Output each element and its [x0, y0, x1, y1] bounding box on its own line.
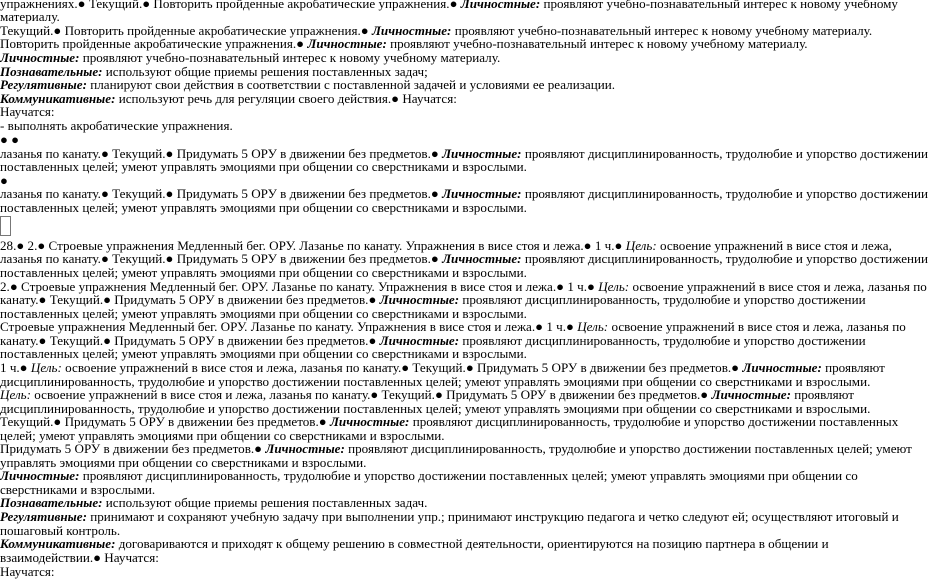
text-run: проявляют дисциплинированность, трудолюбие и упорство достижении — [521, 146, 928, 161]
text-run: договариваются и приходят к общему решению в совместной деятельности, ориентируются на позицию партнера в общении и — [115, 536, 829, 551]
text-run: лазанья по канату.● Текущий.● Придумать 5 ОРУ в движении без предметов.● — [0, 146, 443, 161]
text-run: принимают и сохраняют учебную задачу при выполнении упр.; принимают инструкцию педагога и четко следуют ей; осуществляют итоговый и — [86, 509, 899, 524]
text-line — [0, 119, 816, 133]
label-run: Личностные: — [460, 0, 541, 11]
text-run: используют общие приемы решения поставленных задач; — [102, 64, 428, 79]
text-run: используют речь для регуляции своего действия.● Научатся: — [115, 91, 457, 106]
text-line — [0, 133, 816, 147]
text-run: проявляют дисциплинированность, трудолюбие и упорство достижении поставленных целей; умеют — [344, 441, 912, 456]
label-run: Личностные: — [442, 146, 522, 161]
text-line — [0, 37, 816, 51]
text-line — [0, 78, 816, 92]
text-run: поставленных целей; умеют управлять эмоциями при общении со сверстниками и взрослыми. — [0, 200, 527, 215]
text-line — [0, 186, 928, 201]
text-run: лазанья по канату.● Текущий.● Придумать 5 ОРУ в движении без предметов.● — [0, 186, 443, 201]
text-line — [0, 319, 906, 334]
text-run: упражнениях.● Текущий.● Повторить пройденные акробатические упражнения.● — [0, 0, 461, 11]
text-run: 1 ч.● — [0, 360, 31, 375]
text-run: проявляют дисциплинированность, трудолюбие и упорство достижении поставленных — [409, 414, 899, 429]
text-line — [0, 496, 816, 510]
text-run: освоение упражнений в висе стоя и лежа, — [656, 238, 892, 253]
label-run: Личностные: — [711, 387, 791, 402]
label-run: Личностные: — [0, 468, 80, 483]
text-line — [0, 51, 816, 65]
label-run: Коммуникативные: — [0, 536, 116, 551]
text-run: проявляют дисциплинированность, трудолюбие и упорство достижении — [521, 186, 928, 201]
text-line — [0, 551, 816, 565]
label-run: Цель: — [30, 360, 62, 375]
text-run: пошаговый контроль. — [0, 523, 121, 538]
text-run: управлять эмоциями при общении со сверстниками и взрослыми. — [0, 455, 367, 470]
text-run: 28.● 2.● Строевые упражнения Медленный бег. ОРУ. Лазанье по канату. Упражнения в висе стоя и лежа.● 1 ч.● — [0, 238, 626, 253]
text-run: освоение упражнений в висе стоя и лежа, лазанья по — [629, 279, 927, 294]
text-run: проявляют учебно-познавательный интерес к новому учебному материалу. — [451, 23, 873, 38]
label-run: Личностные: — [379, 292, 460, 307]
text-run: поставленных целей; умеют управлять эмоциями при общении со сверстниками и взрослыми. — [0, 265, 527, 280]
text-run: Строевые упражнения Медленный бег. ОРУ. Лазанье по канату. Упражнения в висе стоя и лежа.● 1 ч.● — [0, 319, 578, 334]
label-run: Цель: — [625, 238, 657, 253]
text-line — [0, 10, 816, 24]
label-run: Цель: — [0, 387, 31, 402]
label-run: Регулятивные: — [0, 77, 87, 92]
text-run: 2.● Строевые упражнения Медленный бег. ОРУ. Лазанье по канату. Упражнения в висе стоя и лежа.● 1 ч.● — [0, 279, 599, 294]
text-run: Текущий.● Придумать 5 ОРУ в движении без предметов.● — [0, 414, 330, 429]
text-run: поставленных целей; умеют управлять эмоциями при общении со сверстниками и взрослыми. — [0, 346, 527, 361]
text-line — [0, 0, 898, 11]
text-run: проявляют дисциплинированность, трудолюбие и упорство достижении — [459, 333, 866, 348]
text-run: лазанья по канату.● Текущий.● Придумать 5 ОРУ в движении без предметов.● — [0, 251, 443, 266]
label-run: Личностные: — [265, 441, 345, 456]
text-line — [0, 509, 899, 524]
text-line — [0, 441, 912, 456]
text-line — [0, 414, 899, 429]
label-run: Познавательные: — [0, 64, 103, 79]
label-run: Личностные: — [0, 50, 80, 65]
text-run: - выполнять акробатические упражнения. — [0, 118, 233, 133]
text-run: проявляют дисциплинированность, трудолюбие и упорство достижении — [459, 292, 866, 307]
text-run: материалу. — [0, 9, 60, 24]
text-line — [0, 468, 858, 483]
label-run: Личностные: — [307, 36, 387, 51]
text-run: поставленных целей; умеют управлять эмоциями при общении со сверстниками и взрослыми. — [0, 159, 527, 174]
text-run: ● ● — [0, 132, 20, 147]
text-line — [0, 105, 816, 119]
text-line — [0, 292, 866, 307]
text-run: проявляют — [821, 360, 885, 375]
label-run: Цель: — [577, 319, 609, 334]
text-run: канату.● Текущий.● Придумать 5 ОРУ в движении без предметов.● — [0, 292, 380, 307]
text-run: проявляют учебно-познавательный интерес к новому учебному — [540, 0, 898, 11]
label-run: Коммуникативные: — [0, 91, 116, 106]
text-line — [0, 387, 854, 402]
text-line — [0, 251, 928, 266]
label-run: Личностные: — [742, 360, 822, 375]
text-run: ● — [0, 173, 8, 188]
label-run: Регулятивные: — [0, 509, 87, 524]
text-run: канату.● Текущий.● Придумать 5 ОРУ в движении без предметов.● — [0, 333, 380, 348]
label-run: Личностные: — [442, 186, 522, 201]
text-run: Научатся: — [0, 104, 55, 119]
text-run: поставленных целей; умеют управлять эмоциями при общении со сверстниками и взрослыми. — [0, 306, 527, 321]
text-run: Научатся: — [0, 564, 55, 579]
text-line — [0, 92, 816, 106]
text-run: Текущий.● Повторить пройденные акробатические упражнения.● — [0, 23, 372, 38]
text-line — [0, 160, 816, 174]
text-run: взаимодействии.● Научатся: — [0, 550, 159, 565]
text-line — [0, 201, 816, 215]
label-run: Личностные: — [329, 414, 410, 429]
text-run: освоение упражнений в висе стоя и лежа, лазанья по канату.● Текущий.● Придумать 5 ОРУ в движении без предметов.● — [30, 387, 712, 402]
text-line — [0, 266, 816, 280]
text-line — [0, 536, 829, 551]
text-run: освоение упражнений в висе стоя и лежа, лазанья по — [608, 319, 906, 334]
text-run: проявляют учебно-познавательный интерес к новому учебному материалу. — [79, 50, 501, 65]
text-run: планируют свои действия в соответствии с поставленной задачей и условиями ее реализации. — [86, 77, 615, 92]
text-run: дисциплинированность, трудолюбие и упорство достижении поставленных целей; умеют управлять эмоциями при общении со сверстниками и взрослыми. — [0, 374, 871, 389]
label-run: Личностные: — [379, 333, 460, 348]
text-line — [0, 565, 816, 579]
text-run: проявляют — [790, 387, 854, 402]
text-run: проявляют учебно-познавательный интерес к новому учебному материалу. — [386, 36, 808, 51]
text-run: дисциплинированность, трудолюбие и упорство достижении поставленных целей; умеют управлять эмоциями при общении со сверстниками и взрослыми. — [0, 401, 871, 416]
text-line — [0, 347, 816, 361]
text-run: целей; умеют управлять эмоциями при общении со сверстниками и взрослыми. — [0, 428, 445, 443]
text-run: сверстниками и взрослыми. — [0, 482, 156, 497]
empty-table-cell — [0, 216, 11, 236]
label-run: Личностные: — [442, 251, 522, 266]
text-run: Повторить пройденные акробатические упражнения.● — [0, 36, 308, 51]
text-line — [0, 360, 885, 375]
text-run: проявляют дисциплинированность, трудолюбие и упорство достижении — [521, 251, 928, 266]
text-run: используют общие приемы решения поставленных задач. — [102, 495, 428, 510]
label-run: Личностные: — [371, 23, 452, 38]
text-run: Придумать 5 ОРУ в движении без предметов.● — [0, 441, 266, 456]
label-run: Познавательные: — [0, 495, 103, 510]
text-run: проявляют дисциплинированность, трудолюбие и упорство достижении поставленных целей; умеют управлять эмоциями при общении со — [79, 468, 858, 483]
label-run: Цель: — [598, 279, 630, 294]
text-run: освоение упражнений в висе стоя и лежа, лазанья по канату.● Текущий.● Придумать 5 ОРУ в движении без предметов.● — [61, 360, 743, 375]
